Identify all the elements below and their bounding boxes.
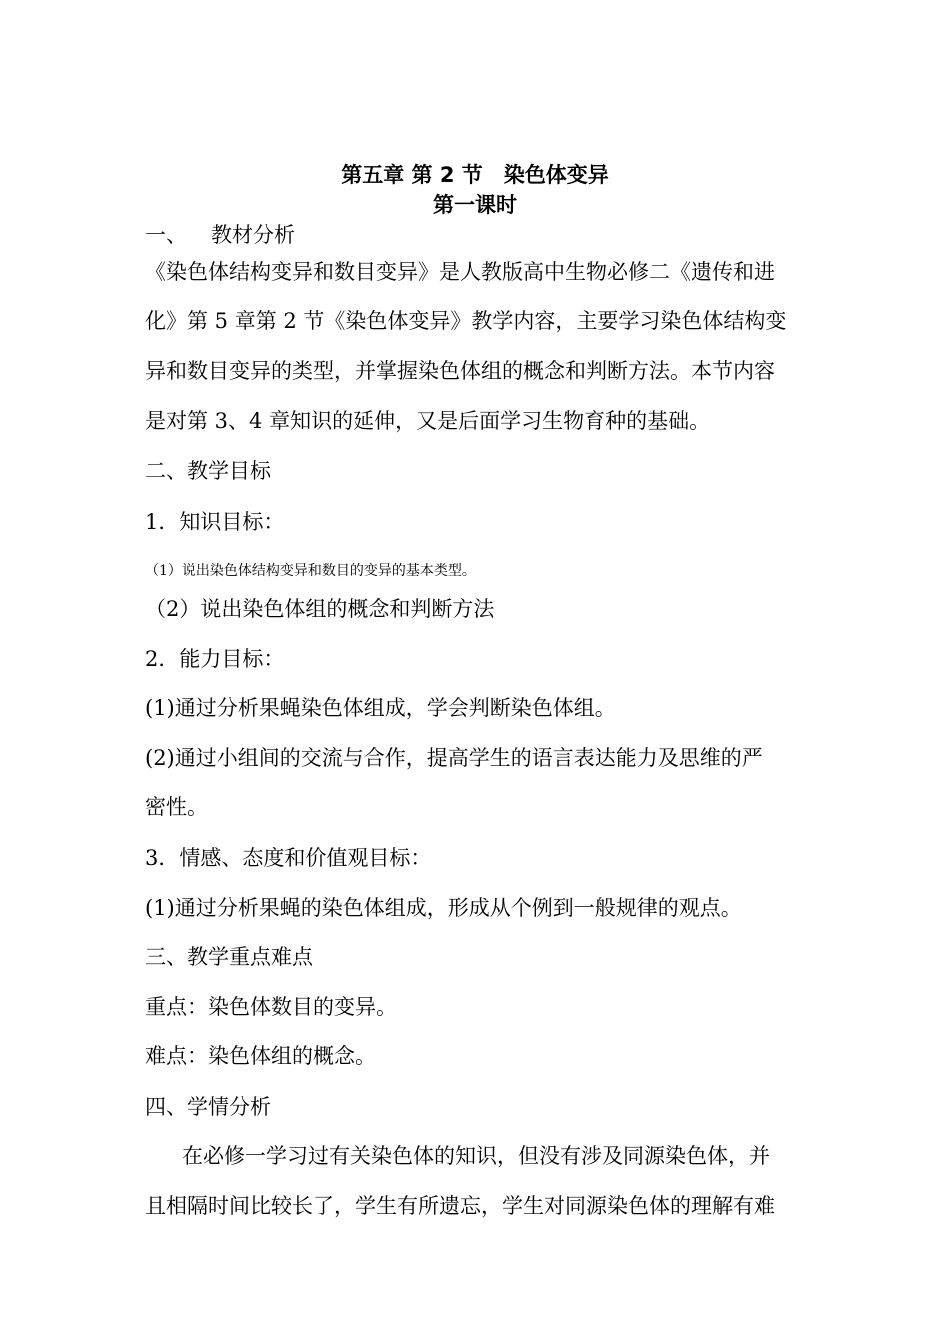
ability-goal-heading: 2．能力目标： [145, 647, 285, 671]
section-3-heading: 三、教学重点难点 [145, 945, 313, 969]
lesson-subtitle: 第一课时 [433, 193, 517, 217]
section-1-heading [145, 222, 295, 248]
attitude-goal-item-1: (1)通过分析果蝇的染色体组成，形成从个例到一般规律的观点。 [145, 896, 742, 920]
section-1-number: 一、 [145, 223, 187, 247]
chapter-title: 第五章 第 2 节 染色体变异 [341, 163, 609, 187]
section-4-paragraph-line-1: 在必修一学习过有关染色体的知识，但没有涉及同源染色体，并 [182, 1144, 770, 1168]
section-1-title: 教材分析 [211, 223, 295, 247]
ability-goal-item-2-line-1: (2)通过小组间的交流与合作，提高学生的语言表达能力及思维的严 [145, 746, 763, 770]
ability-goal-item-2-line-2: 密性。 [145, 795, 208, 819]
knowledge-goal-item-1: （1）说出染色体结构变异和数目的变异的基本类型。 [145, 563, 476, 579]
knowledge-goal-item-2: （2）说出染色体组的概念和判断方法 [145, 597, 495, 621]
section-1-paragraph-line-4: 是对第 3、4 章知识的延伸，又是后面学习生物育种的基础。 [145, 409, 711, 433]
ability-goal-item-1: (1)通过分析果蝇染色体组成，学会判断染色体组。 [145, 696, 616, 720]
section-1-paragraph-line-1: 《染色体结构变异和数目变异》是人教版高中生物必修二《遗传和进 [145, 260, 775, 284]
section-4-paragraph-line-2: 且相隔时间比较长了，学生有所遗忘，学生对同源染色体的理解有难 [145, 1194, 775, 1218]
section-4-heading: 四、学情分析 [145, 1095, 271, 1119]
section-1-paragraph-line-2: 化》第 5 章第 2 节《染色体变异》教学内容，主要学习染色体结构变 [145, 309, 787, 333]
attitude-goal-heading: 3．情感、态度和价值观目标： [145, 846, 432, 870]
knowledge-goal-heading: 1．知识目标： [145, 510, 285, 534]
key-point: 重点：染色体数目的变异。 [145, 995, 397, 1019]
section-1-paragraph-line-3: 异和数目变异的类型，并掌握染色体组的概念和判断方法。本节内容 [145, 359, 775, 383]
difficult-point: 难点：染色体组的概念。 [145, 1044, 376, 1068]
section-2-heading: 二、教学目标 [145, 459, 271, 483]
